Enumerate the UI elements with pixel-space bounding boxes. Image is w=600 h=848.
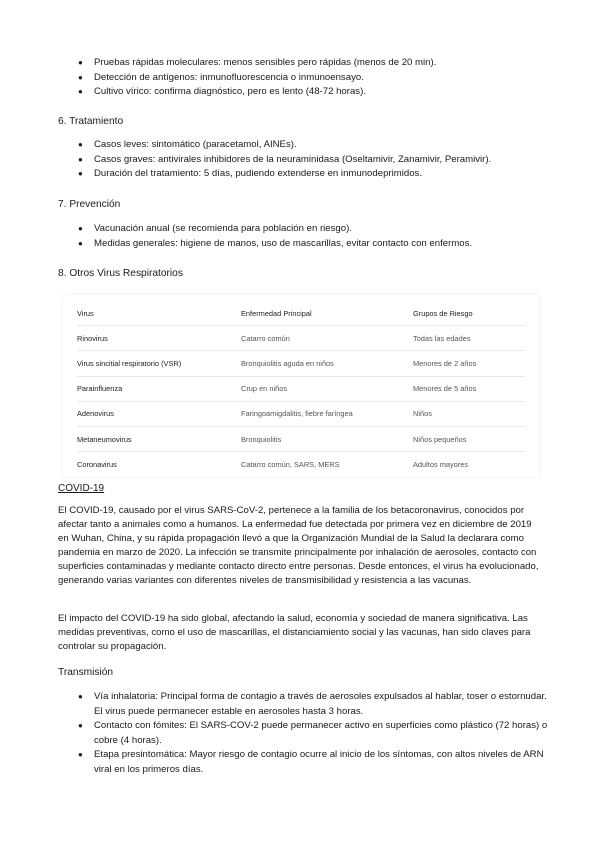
table-row — [77, 452, 525, 477]
table-cell: Bronquiolitis aguda en niños — [241, 351, 413, 376]
table-cell: Faringoamigdalitis, fiebre faríngea — [241, 401, 413, 426]
table-cell: Catarro común — [241, 326, 413, 351]
column-header: Grupos de Riesgo — [413, 301, 525, 326]
table-cell: Adenovirus — [77, 401, 241, 426]
bullet-icon: ● — [78, 721, 83, 730]
list-item: ● Casos graves: antivirales inhibidores de la neuraminidasa (Oseltamivir, Zanamivir, Peramivir). — [78, 153, 548, 168]
list-item: ● Vacunación anual (se recomienda para población en riesgo). — [78, 222, 548, 237]
table-row — [77, 426, 525, 451]
bullet-icon: ● — [78, 58, 83, 67]
list-item: ● Detección de antígenos: inmunofluorescencia o inmunoensayo. — [78, 71, 548, 86]
table-cell: Adultos mayores — [413, 459, 469, 469]
table-header-row — [77, 301, 525, 326]
bullet-icon: ● — [78, 750, 83, 759]
table-row — [77, 401, 525, 426]
table-row — [77, 326, 525, 351]
column-header: Virus — [77, 301, 241, 326]
table-cell: Niños — [413, 401, 525, 426]
table-cell: Niños pequeños — [413, 426, 525, 451]
bullet-icon: ● — [78, 140, 83, 149]
bullet-icon: ● — [78, 224, 83, 233]
table-cell: Menores de 2 años — [413, 351, 525, 376]
list-item: ● Medidas generales: higiene de manos, uso de mascarillas, evitar contacto con enfermos. — [78, 237, 548, 252]
diagnosis-list — [78, 56, 548, 100]
table-cell: Menores de 5 años — [413, 376, 525, 401]
table-row — [77, 351, 525, 376]
list-item: ● Pruebas rápidas moleculares: menos sensibles pero rápidas (menos de 20 min). — [78, 56, 548, 71]
bullet-icon: ● — [78, 238, 83, 248]
treatment-list — [78, 138, 548, 182]
table-cell: Crup en niños — [241, 376, 413, 401]
list-item: ● Etapa presintomática: Mayor riesgo de contagio ocurre al inicio de los síntomas, con altos niveles de ARN viral en los primeros días. — [78, 749, 544, 775]
bullet-icon: ● — [78, 72, 83, 82]
bullet-icon: ● — [78, 692, 83, 701]
covid-title: COVID-19 — [58, 483, 105, 494]
prevention-heading: 7. Prevención — [58, 199, 121, 210]
table-cell: Rinovirus — [77, 326, 241, 351]
other-viruses-heading: 8. Otros Virus Respiratorios — [58, 268, 183, 279]
covid-paragraph-1: El COVID-19, causado por el virus SARS-CoV-2, pertenece a la familia de los betacoronavirus, conocidos por afectar tanto a animales como a humanos. La enfermedad fue detectada por primera vez en diciembre de 2019 en Wuhan, China, y su rápida propagación llevó a que la Organización Mundial de la Salud la declarara como pandemia en marzo de 2020. La infección se transmite principalmente por inhalación de aerosoles, contacto con superficies contaminadas y mediante contacto directo entre personas. Desde entonces, el virus ha evolucionado, generando varias variantes con diferentes niveles de transmisibilidad y resistencia a las vacunas. — [58, 505, 539, 586]
other-viruses-table-card — [63, 295, 539, 477]
list-item: ● Casos leves: sintomático (paracetamol, AINEs). — [78, 138, 548, 153]
bullet-icon: ● — [78, 154, 83, 164]
table-cell: Catarro común, SARS, MERS — [241, 459, 340, 469]
list-item: ● Cultivo vírico: confirma diagnóstico, pero es lento (48-72 horas). — [78, 85, 548, 100]
table-row — [77, 376, 525, 401]
transmission-list — [78, 690, 548, 777]
transmission-heading: Transmisión — [58, 667, 114, 678]
table-cell: Virus sincitial respiratorio (VSR) — [77, 351, 241, 376]
table-cell: Metaneumovirus — [77, 426, 241, 451]
covid-paragraph-2: El impacto del COVID-19 ha sido global, afectando la salud, economía y sociedad de manera significativa. Las medidas preventivas, como el uso de mascarillas, el distanciamiento social y las vacunas, han sido claves para controlar su propagación. — [58, 613, 531, 652]
bullet-icon: ● — [78, 169, 83, 178]
table-cell: Todas las edades — [413, 326, 525, 351]
prevention-list — [78, 222, 548, 251]
column-header: Enfermedad Principal — [241, 301, 413, 326]
treatment-heading: 6. Tratamiento — [58, 116, 124, 127]
list-item: ● Duración del tratamiento: 5 días, pudiendo extenderse en inmunodeprimidos. — [78, 167, 548, 182]
table-cell: Coronavirus — [77, 459, 117, 469]
table-cell: Bronquiolitis — [241, 426, 413, 451]
table-cell: Parainfluenza — [77, 376, 241, 401]
bullet-icon: ● — [78, 87, 83, 96]
other-viruses-table — [77, 301, 525, 476]
list-item: ● Vía inhalatoria: Principal forma de contagio a través de aerosoles expulsados al hablar, toser o estornudar. El virus puede permanecer estable en aerosoles hasta 3 horas. — [78, 691, 547, 717]
list-item: ● Contacto con fómites: El SARS-COV-2 puede permanecer activo en superficies como plástico (72 horas) o cobre (4 horas). — [78, 720, 548, 746]
